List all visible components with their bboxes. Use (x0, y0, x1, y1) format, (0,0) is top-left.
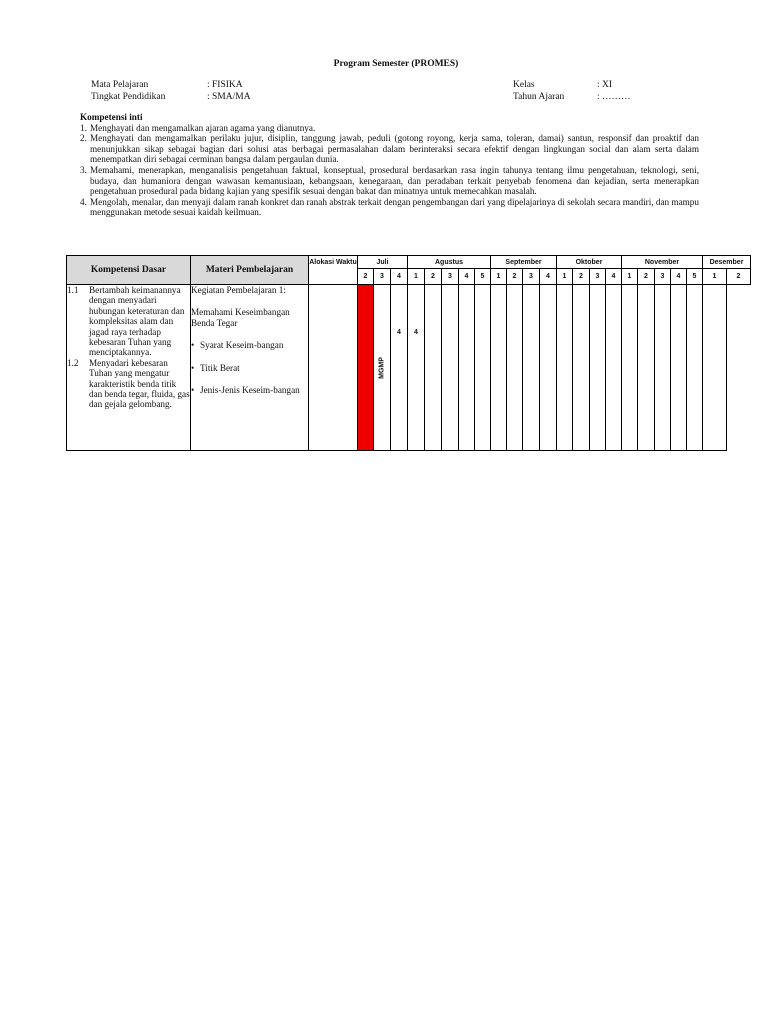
meta-label-year: Tahun Ajaran (513, 92, 565, 102)
materi-kegiatan: Kegiatan Pembelajaran 1: (191, 285, 286, 295)
week-cell: 4 (459, 269, 475, 285)
meta-value-level: : SMA/MA (207, 92, 251, 102)
kompetensi-inti-section (80, 112, 699, 218)
kd-number: 1.2 (67, 357, 79, 368)
ki-number: 1. (80, 122, 87, 133)
schedule-cell (687, 285, 703, 451)
month-agustus: Agustus (408, 256, 491, 269)
schedule-cell (590, 285, 606, 451)
meta-value-class: : XI (597, 80, 613, 90)
alokasi-waktu-cell (309, 285, 358, 451)
ki-text: Menghayati dan mengamalkan perilaku jujur, disiplin, tanggung jawab, peduli (gotong royong, kerja sama, toleran, damai) santun, responsif dan proaktif dan menunjukkan sikap sebagai bagian dari solusi atas berbagai permasalahan dalam berinteraksi secara efektif dengan lingkungan social dan alam serta dalam menempatkan diri sebagai cerminan bangsa dalam pergaulan dunia. (90, 133, 699, 165)
schedule-cell (442, 285, 459, 451)
ki-number: 4. (80, 196, 87, 207)
month-desember: Desember (703, 256, 751, 269)
schedule-cell (557, 285, 573, 451)
schedule-value-agustus-week-1: 4 (408, 285, 425, 451)
week-cell: 1 (491, 269, 507, 285)
schedule-cell (523, 285, 540, 451)
kd-text: Bertambah keimanannya dengan menyadari hubungan keteraturan dan kompleksitas alam dan jagad raya terhadap kebesaran Tuhan yang menciptakannya. (89, 285, 185, 358)
meta-label-subject: Mata Pelajaran (91, 80, 149, 90)
header-alokasi-waktu: Alokasi Waktu (309, 256, 358, 285)
highlight-cell-juli-week-2 (358, 285, 374, 451)
week-cell: 5 (475, 269, 491, 285)
schedule-cell (459, 285, 475, 451)
week-cell: 2 (573, 269, 590, 285)
list-item (191, 340, 308, 350)
ki-text: Menghayati dan mengamalkan ajaran agama yang dianutnya. (90, 122, 316, 133)
week-cell: 4 (540, 269, 557, 285)
schedule-cell (638, 285, 655, 451)
schedule-cell (703, 285, 727, 451)
week-cell: 2 (507, 269, 523, 285)
mgmp-cell (374, 285, 391, 451)
month-juli: Juli (358, 256, 408, 269)
week-cell: 2 (358, 269, 374, 285)
materi-bullet: Titik Berat (200, 362, 240, 373)
schedule-cell (606, 285, 622, 451)
document-title: Program Semester (PROMES) (333, 59, 459, 69)
list-item (191, 385, 308, 395)
week-cell: 3 (523, 269, 540, 285)
schedule-cell (475, 285, 491, 451)
ki-number: 2. (80, 133, 87, 144)
week-cell: 4 (606, 269, 622, 285)
kompetensi-inti-heading: Kompetensi inti (80, 112, 143, 122)
schedule-cell (573, 285, 590, 451)
kompetensi-dasar-cell (67, 285, 191, 451)
list-item (80, 197, 699, 218)
meta-value-subject: : FISIKA (207, 80, 243, 90)
week-cell: 3 (374, 269, 391, 285)
schedule-cell (540, 285, 557, 451)
meta-label-level: Tingkat Pendidikan (91, 92, 166, 102)
schedule-cell (622, 285, 638, 451)
list-item (67, 358, 190, 410)
week-cell: 1 (557, 269, 573, 285)
materi-bullet: Jenis-Jenis Keseim-bangan (200, 385, 300, 396)
list-item (80, 165, 699, 197)
ki-number: 3. (80, 164, 87, 175)
header-materi: Materi Pembelajaran (191, 256, 309, 285)
list-item (80, 133, 699, 165)
materi-cell (191, 285, 309, 451)
week-cell: 2 (425, 269, 442, 285)
bullet-icon: • (191, 362, 195, 373)
schedule-cell (671, 285, 687, 451)
schedule-cell (507, 285, 523, 451)
schedule-value-juli-week-4: 4 (391, 285, 408, 451)
week-cell: 3 (590, 269, 606, 285)
kd-text: Menyadari kebesaran Tuhan yang mengatur karakteristik benda titik dan benda tegar, fluida, gas dan gejala gelombang. (89, 357, 190, 410)
meta-left (91, 79, 251, 103)
list-item (80, 123, 699, 134)
promes-table (66, 255, 751, 451)
week-cell: 1 (622, 269, 638, 285)
week-cell: 4 (671, 269, 687, 285)
meta-right (513, 79, 631, 103)
month-november: November (622, 256, 703, 269)
schedule-cell (491, 285, 507, 451)
ki-text: Mengolah, menalar, dan menyaji dalam ranah konkret dan ranah abstrak terkait dengan pengembangan dari yang dipelajarinya di sekolah secara mandiri, dan mampu menggunakan metode sesuai kaidah keilmuan. (90, 196, 699, 218)
week-cell: 1 (703, 269, 727, 285)
header-kompetensi-dasar: Kompetensi Dasar (67, 256, 191, 285)
materi-judul: Memahami Keseimbangan Benda Tegar (191, 307, 290, 328)
list-item (67, 285, 190, 358)
mgmp-label: MGMP (378, 356, 386, 379)
schedule-cell (425, 285, 442, 451)
kompetensi-inti-list (80, 123, 699, 218)
month-september: September (491, 256, 557, 269)
meta-value-year: : ……… (597, 92, 631, 102)
month-oktober: Oktober (557, 256, 622, 269)
materi-bullet: Syarat Keseim-bangan (200, 340, 284, 351)
kd-number: 1.1 (67, 285, 79, 295)
week-cell: 5 (687, 269, 703, 285)
week-cell: 4 (391, 269, 408, 285)
schedule-cell (655, 285, 671, 451)
bullet-icon: • (191, 340, 195, 351)
week-cell: 2 (638, 269, 655, 285)
list-item (191, 363, 308, 373)
week-cell: 2 (727, 269, 751, 285)
week-cell: 1 (408, 269, 425, 285)
week-cell: 3 (442, 269, 459, 285)
ki-text: Memahami, menerapkan, menganalisis pengetahuan faktual, konseptual, prosedural berdasarkan rasa ingin tahunya tentang ilmu pengetahuan, teknologi, seni, budaya, dan humaniora dengan wawasan kemanusiaan, kebangsaan, kenegaraan, dan peradaban terkait penyebab fenomena dan kejadian, serta menerapkan pengetahuan prosedural pada bidang kajian yang spesifik sesuai dengan bakat dan minatnya untuk memecahkan masalah. (90, 164, 699, 197)
bullet-icon: • (191, 385, 195, 396)
meta-label-class: Kelas (513, 80, 535, 90)
week-cell: 3 (655, 269, 671, 285)
